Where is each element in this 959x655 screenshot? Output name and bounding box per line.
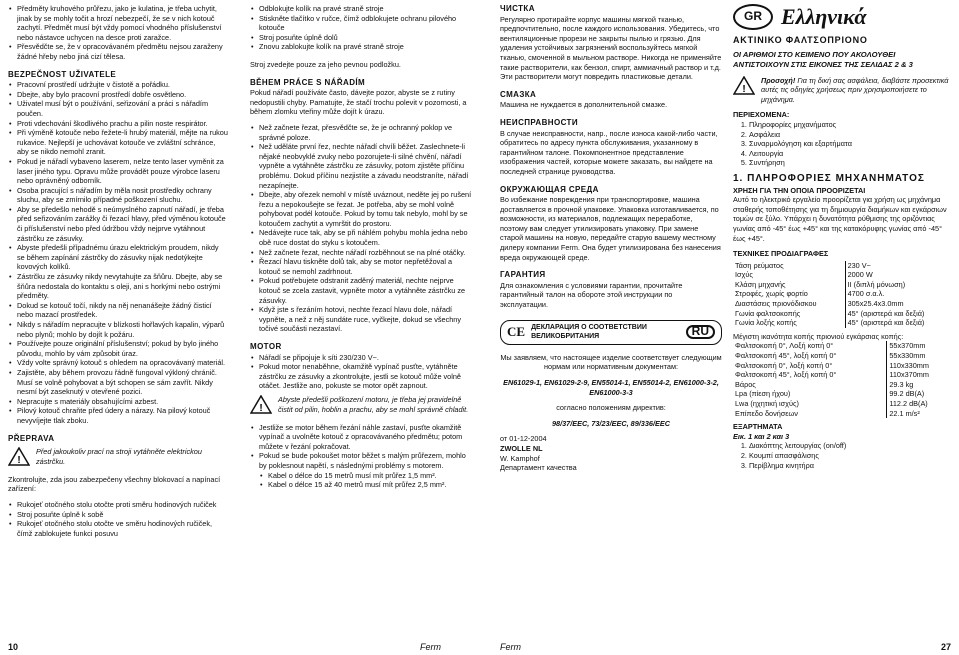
- tech-heading: ΤΕΧΝΙΚΕΣ ΠΡΟΔΙΑΓΡΑΦΕΣ: [733, 249, 829, 259]
- list-item: • Uživatel musí být o používání, seřizování a práci s nářadím poučen.: [17, 99, 228, 118]
- list-item: • Aby se předešlo nehodě s neúmyslného zapnutí nářadí, je třeba před seřizováním zarážky či řezací hlavy, před výměnou kotouče či příslušenství nebo před údržbou vždy nejprve vytáhnout zástrčku ze zásuvky.: [17, 205, 228, 243]
- list-item: • Rukojeť otočného stolu otočte ve směru hodinových ručiček, čímž zablokujete funkci posuvu: [17, 519, 228, 538]
- environment-text: Во избежание повреждения при транспортировке, машина доставляется в прочной упаковке. Упаковка изготавливается, по возможности, из материалов, подлежащих переработке, поэтому вам следует утилизировать упаковку. При замене старой машины на новую, передайте старую вашему местному дилеру компании Ferm. Она будет утилизирована без нанесения вреда окружающей среде.: [500, 195, 721, 262]
- contents-item: 2. Ασφάλεια: [749, 130, 951, 140]
- parts-list: [733, 441, 951, 470]
- spec-label: Στροφές, χωρίς φορτίο: [735, 289, 808, 299]
- spec-label: Lpa (πίεση ήχου): [735, 389, 791, 399]
- warning-triangle-icon: [8, 447, 30, 469]
- page-number-left: 10: [8, 642, 19, 652]
- transport-text: Zkontrolujte, zda jsou zabezpečeny všechny blokovací a napínací zařízení:: [8, 474, 221, 494]
- list-item: • Stiskněte tlačítko v ručce, čímž odblokujete ochranu pilového kotouče: [259, 14, 472, 33]
- list-item: • Než začnete řezat, přesvědčte se, že je ochranný poklop ve správné poloze.: [259, 123, 472, 142]
- spec-row: [733, 261, 951, 271]
- declaration-text: Мы заявляем, что настоящее изделие соответствует следующим нормам или нормативным документам:: [500, 352, 722, 372]
- list-item: • Řezací hlavu tiskněte dolů tak, aby se motor nepřetěžoval a kotouč se nemohl zadrhnout.: [259, 257, 472, 276]
- spec-row: [733, 299, 951, 309]
- capacity-heading: Μέγιστη ικανότητα κοπής πριονιού εγκάρσιας κοπής:: [733, 331, 904, 341]
- spec-label: Τάση ρεύματος: [735, 260, 784, 270]
- spec-row: [733, 280, 951, 290]
- spec-value: 112.2 dB(A): [887, 399, 951, 409]
- list-item: • Při výměně kotouče nebo řežete-li hrubý materiál, mějte na rukou rukavice. Nejlepší je uchovávat kotouče ve zvláštní schránce, aby se nikdo nemohl zranit.: [17, 128, 228, 157]
- spec-value: 305x25.4x3.0mm: [845, 299, 951, 309]
- motor-list-2: [250, 423, 472, 471]
- svg-text:!: !: [259, 402, 263, 414]
- contents-item: 4. Λειτουργία: [749, 149, 951, 159]
- spec-row: [733, 341, 951, 351]
- spec-label: Γωνία λοξής κοπής: [735, 318, 797, 328]
- spec-value: 4700 σ.α.λ.: [845, 289, 951, 299]
- spec-label: Γωνία φαλτσοκοπής: [735, 308, 801, 318]
- spec-value: II (διπλή μόνωση): [845, 280, 951, 290]
- spec-label: Επίπεδο δονήσεων: [735, 408, 798, 418]
- list-item: • Pilový kotouč chraňte před údery a nárazy. Na pilový kotouč nevyvíjejte tlak zboku.: [17, 406, 228, 425]
- spec-row: [733, 370, 951, 380]
- spec-value: 99.2 dB(A): [887, 389, 951, 399]
- figure-reference: ΟΙ ΑΡΙΘΜΟΙ ΣΤΟ ΚΕΙΜΕΝΟ ΠΟΥ ΑΚΟΛΟΥΘΕΙ ΑΝΤΙΣΤΟΙΧΟΥΝ ΣΤΙΣ ΕΙΚΟΝΕΣ ΤΗΣ ΣΕΛΙΔΑΣ 2 & 3: [733, 49, 913, 69]
- list-item: • Než uděláte první řez, nechte nářadí chvíli běžet. Zaslechnete-li nějaké neobvyklé zvuky nebo pozorujete-li silné chvění, nářadí vypněte a vytáhněte zástrčku ze zásuvky, potom zjistěte příčinu problému. Dokud příčinu nezjistíte a závadu neodstraníte, nářadí nezapínejte.: [259, 142, 472, 190]
- contents-item: 1. Πληροφορίες μηχανήματος: [749, 120, 951, 130]
- date: от 01-12-2004: [500, 434, 547, 444]
- place: ZWOLLE NL: [500, 443, 543, 453]
- brand-left: Ferm: [420, 642, 441, 652]
- environment-heading: ОКРУЖАЮЩАЯ СРЕДА: [500, 184, 599, 194]
- work-heading: BĚHEM PRÁCE S NÁŘADÍM: [250, 77, 366, 87]
- list-item: • Nedávejte ruce tak, aby se při náhlém pohybu mohla jedna nebo obě ruce dostat do styku s kotoučem.: [259, 228, 472, 247]
- brand-right: Ferm: [500, 642, 521, 652]
- parts-item: 1. Διακόπτης λειτουργίας (on/off): [749, 441, 951, 451]
- spec-row: [733, 309, 951, 319]
- cleaning-heading: ЧИСТКА: [500, 4, 535, 13]
- product-heading: ΑΚΤΙΝΙΚΟ ΦΑΛΤΣΟΠΡΙΟΝΟ: [733, 35, 868, 45]
- list-item: • Pokud se bude pokoušet motor běžet s malým průřezem, mohlo by poklesnout napětí, s následnými problémy s motorem.: [259, 451, 472, 470]
- spec-row: [733, 361, 951, 371]
- list-item: • Odblokujte kolík na pravé straně stroje: [259, 4, 472, 14]
- column-czech-left: [8, 4, 228, 538]
- warning-triangle-icon: [250, 395, 272, 417]
- column-greek: [733, 4, 951, 470]
- list-item: • Stroj posuňte úplně k sobě: [17, 510, 228, 520]
- parts-item: 2. Κουμπί απασφάλισης: [749, 451, 951, 461]
- transport-warning-text: Před jakoukoliv prací na stroji vytáhněte elektrickou zástrčku.: [36, 447, 202, 466]
- work-text: Pokud nářadí používáte často, dávejte pozor, abyste se z rutiny nedopustili chyby. Pamatujte, že stačí trochu polevit v pozornosti, a během zlomku vteřiny může dojít k úrazu.: [250, 88, 467, 117]
- list-item: • Pokud motor nenaběhne, okamžitě vypínač pusťte, vytáhněte zástrčku ze zásuvky a zkontrolujte, jestli se kotouč může volně otáčet. Jestliže ano, pokuste se motor opět zapnout.: [259, 362, 472, 391]
- declaration-banner: [500, 320, 722, 345]
- spec-value: 55x330mm: [887, 351, 951, 361]
- contents-item: 3. Συναρμολόγηση και εξαρτήματα: [749, 139, 951, 149]
- spec-label: Κλάση μηχανής: [735, 279, 786, 289]
- svg-text:!: !: [742, 83, 746, 95]
- spec-label: Φαλτσοκοπή 0°, Λοξή κοπή 0°: [735, 341, 834, 351]
- transport-list: [8, 500, 228, 538]
- list-item: • Kabel o délce do 15 metrů musí mít průřez 1,5 mm².: [268, 471, 472, 481]
- contents-heading: ΠΕΡΙΕΧΟΜΕΝΑ:: [733, 110, 790, 120]
- parts-item: 3. Περίβλημα κινητήρα: [749, 461, 951, 471]
- spec-value: 55x370mm: [887, 341, 951, 351]
- parts-figure-ref: Εικ. 1 και 2 και 3: [733, 431, 790, 441]
- warranty-heading: ГАРАНТИЯ: [500, 270, 546, 280]
- spec-value: 2000 W: [845, 270, 951, 280]
- user-safety-list: [8, 80, 228, 425]
- spec-label: Βάρος: [735, 379, 756, 389]
- spec-label: Φαλτσοκοπή 45°, λοξή κοπή 0°: [735, 351, 837, 361]
- list-item: • Předměty kruhového průřezu, jako je kulatina, je třeba uchytit, jinak by se mohly točit a hrozí nebezpečí, že se v nich kotouč zachytí. Předmět musí být vždy pomocí vhodného příslušenství nebo nástavce uchycen na desce proti zaražce.: [17, 4, 228, 42]
- spec-row: [733, 270, 951, 280]
- motor-warning: [250, 395, 472, 417]
- cable-list: [250, 471, 472, 490]
- country-badge: GR: [733, 4, 773, 30]
- list-item: • Nikdy s nářadím nepracujte v blízkosti hořlavých kapalin, výparů nebo plynů; mohlo by dojít k požáru.: [17, 320, 228, 339]
- spec-row: [733, 399, 951, 409]
- transport-heading: PŘEPRAVA: [8, 433, 55, 443]
- contents-item: 5. Συντήρηση: [749, 158, 951, 168]
- faults-heading: НЕИСПРАВНОСТИ: [500, 117, 578, 127]
- caution-label: Προσοχή!: [761, 75, 796, 85]
- spec-value: 29.3 kg: [887, 380, 951, 390]
- list-item: • Používejte pouze originální příslušenství; pokud by bylo jiného původu, mohlo by vám způsobit úraz.: [17, 339, 228, 358]
- list-item: • Jestliže se motor během řezání náhle zastaví, pusťte okamžitě vypínač a uvolněte kotouč z opracovávaného předmětu; potom můžete v řezání pokračovat.: [259, 423, 472, 452]
- language-title: Ελληνικά: [781, 4, 867, 30]
- spec-label: Lwa (ηχητική ισχύς): [735, 399, 799, 408]
- spec-value: 45° (αριστερά και δεξιά): [845, 309, 951, 319]
- list-item: • Vždy volte správný kotouč s ohledem na opracovávaný materiál.: [17, 358, 228, 368]
- warranty-text: Для ознакомления с условиями гарантии, прочитайте гарантийный талон на обороте этой инструкции по эксплуатации.: [500, 280, 683, 310]
- ce-mark-icon: CE: [507, 324, 526, 340]
- lubrication-text: Машина не нуждается в дополнительной смазке.: [500, 100, 668, 110]
- list-item: • Rukojeť otočného stolu otočte proti směru hodinových ručiček: [17, 500, 228, 510]
- list-item: • Zajistěte, aby během provozu řádně fungoval výkloný chránič. Musí se volně pohybovat a být schopen se sám zavřít. Nikdy nesmí být zaseknutý v otevřené pozici.: [17, 368, 228, 397]
- use-heading: ΧΡΗΣΗ ΓΙΑ ΤΗΝ ΟΠΟΙΑ ΠΡΟΟΡΙΖΕΤΑΙ: [733, 185, 866, 195]
- cleaning-text: Регулярно протирайте корпус машины мягкой тканью, предпочтительно, после каждого использования. Убедитесь, что вентиляционные прорези не закрыты пылью и грязью. Для удаления устойчивых загрязнений воспользуйтесь мягкой тканью, смоченной в мыльном растворе. Никогда не применяйте такие растворители, как бензол, спирт, аммиачный раствор и т.д. Эти растворители могут повредить пластиковые детали.: [500, 14, 722, 82]
- declaration-title: ДЕКЛАРАЦИЯ О СООТВЕТСТВИИ ВЕЛИКОБРИТАНИЯ: [531, 323, 647, 341]
- spec-row: [733, 351, 951, 361]
- contents-list: [733, 120, 951, 168]
- spec-label: Διαστάσεις πριονόδισκου: [735, 299, 817, 309]
- work-list: [250, 123, 472, 334]
- list-item: • Dokud se kotouč točí, nikdy na něj nenanášejte žádný čisticí nebo mazací prostředek.: [17, 301, 228, 320]
- language-header: [733, 4, 951, 30]
- lubrication-heading: СМАЗКА: [500, 89, 537, 99]
- warning-triangle-icon: [733, 76, 755, 98]
- intro-list: [8, 4, 228, 62]
- spec-value: 45° (αριστερά και δεξιά): [845, 318, 951, 328]
- directives-label: согласно положениям директив:: [556, 403, 666, 413]
- transport-steps-list: [250, 4, 472, 52]
- list-item: • Zástrčku ze zásuvky nikdy nevytahujte za šňůru. Dbejte, aby se šňůra nedostala do kontaktu s oleji, ani s horkými nebo ostrými předměty.: [17, 272, 228, 301]
- parts-heading: ΕΞΑΡΤΗΜΑΤΑ: [733, 422, 783, 432]
- column-russian: [500, 4, 722, 473]
- list-item: • Proti vdechování škodlivého prachu a pilin noste respirátor.: [17, 119, 228, 129]
- spec-value: 110x330mm: [887, 361, 951, 371]
- list-item: • Abyste předešli případnému úrazu elektrickým proudem, nikdy se během zapínání zástrčky do zásuvky nijak nedotýkejte kovových kolíků.: [17, 243, 228, 272]
- norms-list: EN61029-1, EN61029-2-9, EN55014-1, EN55014-2, EN61000-3-2, EN61000-3-3: [503, 378, 719, 397]
- caution-note: [733, 76, 951, 105]
- caution-text: Για τη δική σας ασφάλεια, διαβάστε προσεκτικά αυτές τις οδηγίες χρήσεως πριν χρησιμοποιήσετε το μηχάνημα.: [761, 75, 949, 104]
- column-czech-right: [250, 4, 472, 490]
- spec-value: 22.1 m/s²: [887, 409, 951, 419]
- list-item: • Nářadí se připojuje k síti 230/230 V~.: [259, 353, 472, 363]
- list-item: • Pokud je nářadí vybaveno laserem, nelze tento laser vyměnit za laser jiného typu. Opravu může provádět pouze výrobce laseru nebo oprávněný odborník.: [17, 157, 228, 186]
- capacity-table: [733, 341, 951, 418]
- ru-mark-icon: RU: [686, 325, 715, 339]
- spec-value: 110x370mm: [887, 370, 951, 380]
- spec-row: [733, 289, 951, 299]
- spec-label: Ισχύς: [735, 270, 753, 280]
- department: Департамент качества: [500, 463, 577, 473]
- list-item: • Nepracujte s materiály obsahujícími azbest.: [17, 397, 228, 407]
- list-item: • Stroj posuňte úplně dolů: [259, 33, 472, 43]
- spec-row: [733, 409, 951, 419]
- motor-heading: MOTOR: [250, 342, 282, 351]
- list-item: • Dbejte, aby bylo pracovní prostředí dobře osvětleno.: [17, 90, 228, 100]
- list-item: • Pokud potřebujete odstranit zaděný materiál, nechte nejprve kotouč se zcela zastavit, vypněte motor a vytáhněte zástrčku ze zásuvky.: [259, 276, 472, 305]
- lift-note: Stroj zvedejte pouze za jeho pevnou podložku.: [250, 59, 401, 69]
- directives-list: 98/37/EEC, 73/23/EEC, 89/336/EEC: [551, 418, 671, 428]
- info-heading: 1. ΠΛΗΡΟΦΟΡΙΕΣ ΜΗΧΑΝΗΜΑΤΟΣ: [733, 172, 925, 184]
- faults-text: В случае неисправности, напр., после износа какой-либо части, обратитесь по адресу пункта обслуживания, указанному в гарантийном талоне. Покомпонентное представление изображения частей, которые можете заказать, вы найдете на последней странице руководства.: [500, 128, 718, 176]
- spec-value: 230 V~: [845, 261, 951, 271]
- list-item: • Dbejte, aby ořezek nemohl v místě uváznout, neděte jej po rušení řezu a nepokoušejte se řezat. Je potřeba, aby se mohl volně pohybovat podél kotouče. Pokud by tomu tak nebylo, mohl by se kotoučem zachytit a vymrštit do prostoru.: [259, 190, 472, 228]
- spec-row: [733, 380, 951, 390]
- list-item: • Znovu zablokujte kolík na pravé straně stroje: [259, 42, 472, 52]
- motor-warning-text: Abyste předešli poškození motoru, je třeba jej pravidelně čistit od pilin, hoblin a prachu, aby se mohl správně chladit.: [278, 394, 469, 414]
- list-item: • Přesvědčte se, že v opracovávaném předmětu nejsou zaraženy žádné hřeby nebo jiná cizí tělesa.: [17, 42, 228, 61]
- list-item: • Když jste s řezáním hotovi, nechte řezací hlavu dole, nářadí vypněte, a než z něj sundáte ruce, vyčkejte, dokud se všechny točivé součásti nezastaví.: [259, 305, 472, 334]
- spec-row: [733, 318, 951, 328]
- list-item: • Osoba pracující s nářadím by měla nosit prostředky ochrany sluchu, aby se zmírnilo případné poškození sluchu.: [17, 186, 228, 205]
- page-number-right: 27: [940, 642, 951, 652]
- list-item: • Kabel o délce 15 až 40 metrů musí mít průřez 2,5 mm².: [268, 480, 472, 490]
- use-text: Αυτό το ηλεκτρικό εργαλείο προορίζεται για χρήση ως μηχάνημα σταθερής τοποθέτησης για τη δημιουργία διαμήκων και εγκάρσιων τομών σε ξύλο. Υπάρχει η δυνατότητα ρύθμισης της οριζόντιας γωνίας από -45° έως +45° και της κατακόρυφης γωνίας από -45° έως +45°.: [733, 195, 947, 243]
- motor-list: [250, 353, 472, 391]
- signer: W. Kamphof: [500, 453, 540, 463]
- svg-text:!: !: [17, 455, 21, 467]
- spec-label: Φαλτσοκοπή 0°, λοξή κοπή 0°: [735, 360, 833, 370]
- list-item: • Než začnete řezat, nechte nářadí rozběhnout se na plné otáčky.: [259, 248, 472, 258]
- user-safety-heading: BEZPEČNOST UŽIVATELE: [8, 69, 117, 79]
- spec-row: [733, 389, 951, 399]
- spec-label: Φαλτσοκοπή 45°, λοξή κοπή 0°: [735, 370, 837, 380]
- spec-table: [733, 261, 951, 328]
- list-item: • Pracovní prostředí udržujte v čistotě a pořádku.: [17, 80, 228, 90]
- transport-warning: [8, 447, 228, 469]
